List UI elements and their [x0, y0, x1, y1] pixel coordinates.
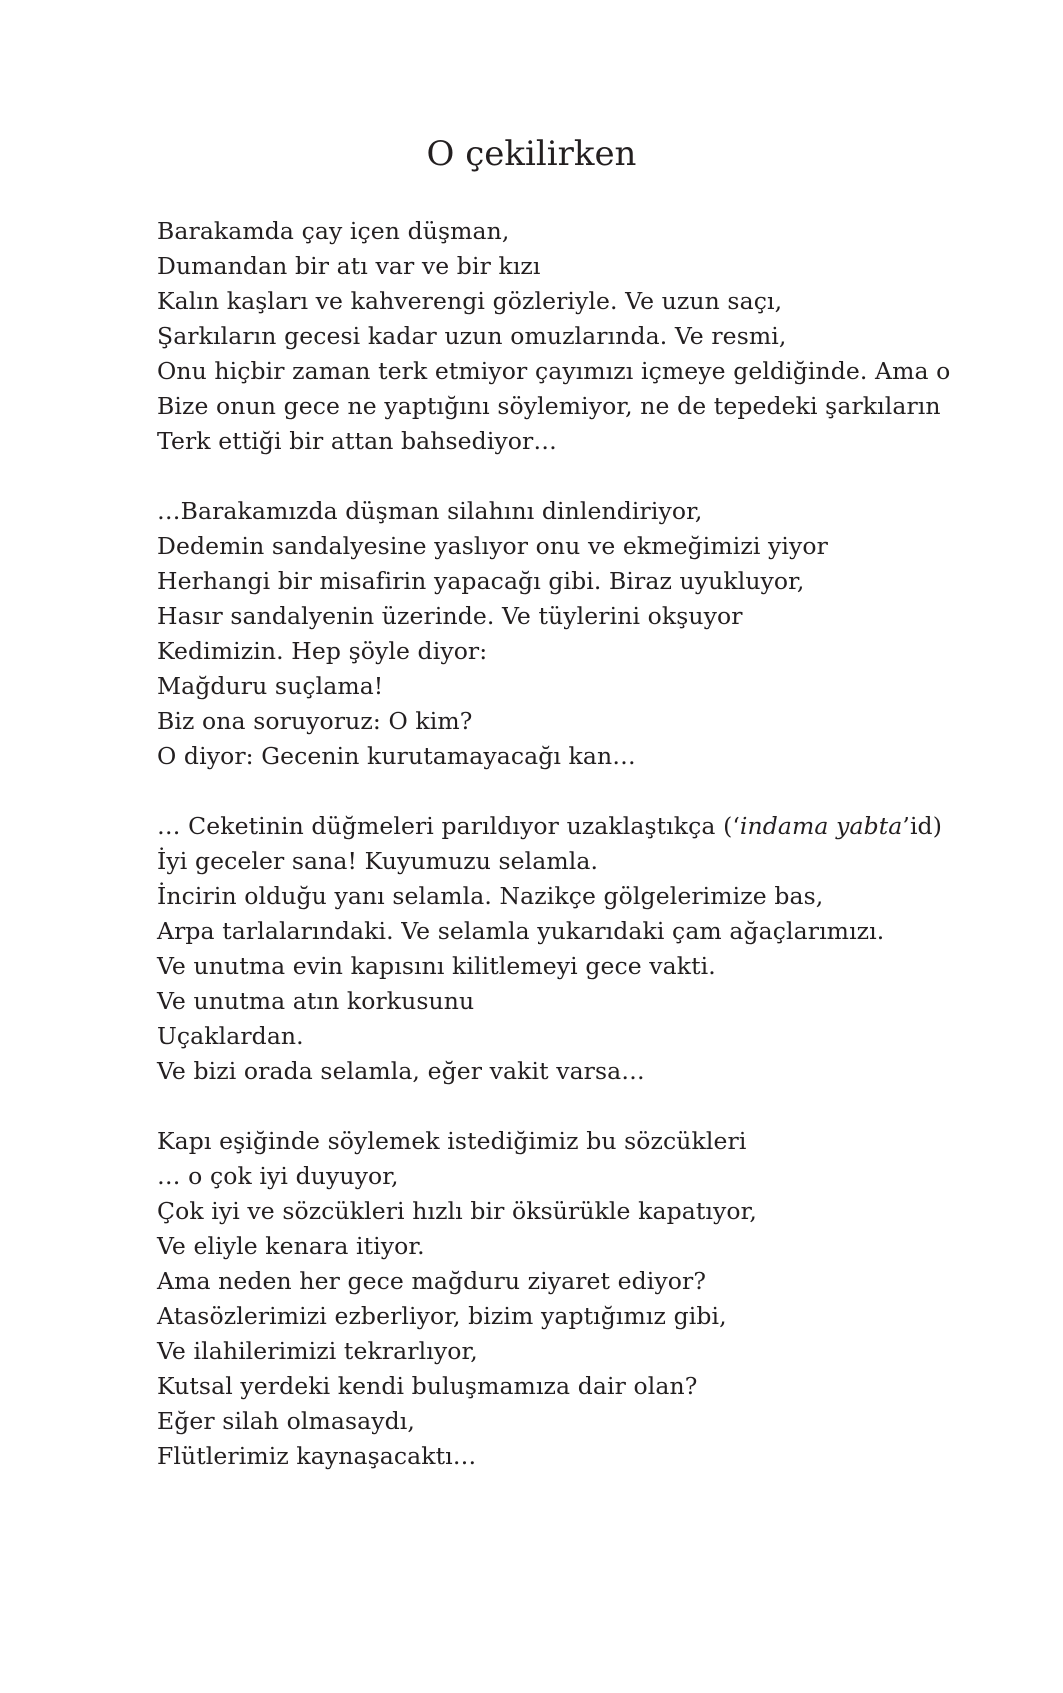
- stanza-2: [157, 494, 1037, 774]
- poem-line: Kutsal yerdeki kendi buluşmamıza dair olan?: [157, 1372, 698, 1400]
- poem-line: Ve bizi orada selamla, eğer vakit varsa…: [157, 1057, 645, 1085]
- poem-line: Bize onun gece ne yaptığını söylemiyor, ne de tepedeki şarkıların: [157, 392, 941, 420]
- poem-line: Herhangi bir misafirin yapacağı gibi. Biraz uyukluyor,: [157, 567, 805, 595]
- poem-line: …Barakamızda düşman silahını dinlendiriyor,: [157, 497, 703, 525]
- italic-phrase: indama yabta: [739, 812, 903, 840]
- stanza-4: [157, 1124, 1037, 1474]
- poem-line: Eğer silah olmasaydı,: [157, 1407, 415, 1435]
- poem-line: Dumandan bir atı var ve bir kızı: [157, 252, 541, 280]
- poem-line: Kalın kaşları ve kahverengi gözleriyle. Ve uzun saçı,: [157, 287, 783, 315]
- poem-line-with-italic: [157, 809, 1037, 844]
- poem-line: O diyor: Gecenin kurutamayacağı kan…: [157, 742, 636, 770]
- poem-line: Hasır sandalyenin üzerinde. Ve tüylerini okşuyor: [157, 602, 743, 630]
- poem-line: Kapı eşiğinde söylemek istediğimiz bu sözcükleri: [157, 1127, 747, 1155]
- poem-line: Şarkıların gecesi kadar uzun omuzlarında. Ve resmi,: [157, 322, 787, 350]
- poem-line: Ve eliyle kenara itiyor.: [157, 1232, 425, 1260]
- poem-line: Terk ettiği bir attan bahsediyor…: [157, 427, 557, 455]
- poem-title: O çekilirken: [426, 134, 637, 174]
- line-text-after-italic: ’id): [902, 812, 942, 840]
- poem-line: Ve unutma evin kapısını kilitlemeyi gece vakti.: [157, 952, 716, 980]
- stanza-1: [157, 214, 1037, 459]
- stanza-3: [157, 809, 1037, 1089]
- poem-line: Ama neden her gece mağduru ziyaret ediyor?: [157, 1267, 707, 1295]
- line-text-before-italic: … Ceketinin düğmeleri parıldıyor uzaklaştıkça (‘: [157, 812, 740, 840]
- poem-body: [157, 214, 1037, 1509]
- poem-line: Mağduru suçlama!: [157, 672, 384, 700]
- poem-line: … o çok iyi duyuyor,: [157, 1162, 399, 1190]
- poem-line: Barakamda çay içen düşman,: [157, 217, 510, 245]
- poem-line: Ve unutma atın korkusunu: [157, 987, 475, 1015]
- poem-line: Ve ilahilerimizi tekrarlıyor,: [157, 1337, 478, 1365]
- poem-line: Onu hiçbir zaman terk etmiyor çayımızı içmeye geldiğinde. Ama o: [157, 357, 951, 385]
- poem-line: Uçaklardan.: [157, 1022, 304, 1050]
- poem-line: İyi geceler sana! Kuyumuzu selamla.: [157, 847, 599, 875]
- poem-line: Biz ona soruyoruz: O kim?: [157, 707, 473, 735]
- poem-line: İncirin olduğu yanı selamla. Nazikçe gölgelerimize bas,: [157, 882, 824, 910]
- poem-line: Çok iyi ve sözcükleri hızlı bir öksürükle kapatıyor,: [157, 1197, 757, 1225]
- poem-line: Kedimizin. Hep şöyle diyor:: [157, 637, 488, 665]
- poem-line: Arpa tarlalarındaki. Ve selamla yukarıdaki çam ağaçlarımızı.: [157, 917, 885, 945]
- poem-line: Atasözlerimizi ezberliyor, bizim yaptığımız gibi,: [157, 1302, 727, 1330]
- poem-line: Flütlerimiz kaynaşacaktı…: [157, 1442, 477, 1470]
- poem-line: Dedemin sandalyesine yaslıyor onu ve ekmeğimizi yiyor: [157, 532, 829, 560]
